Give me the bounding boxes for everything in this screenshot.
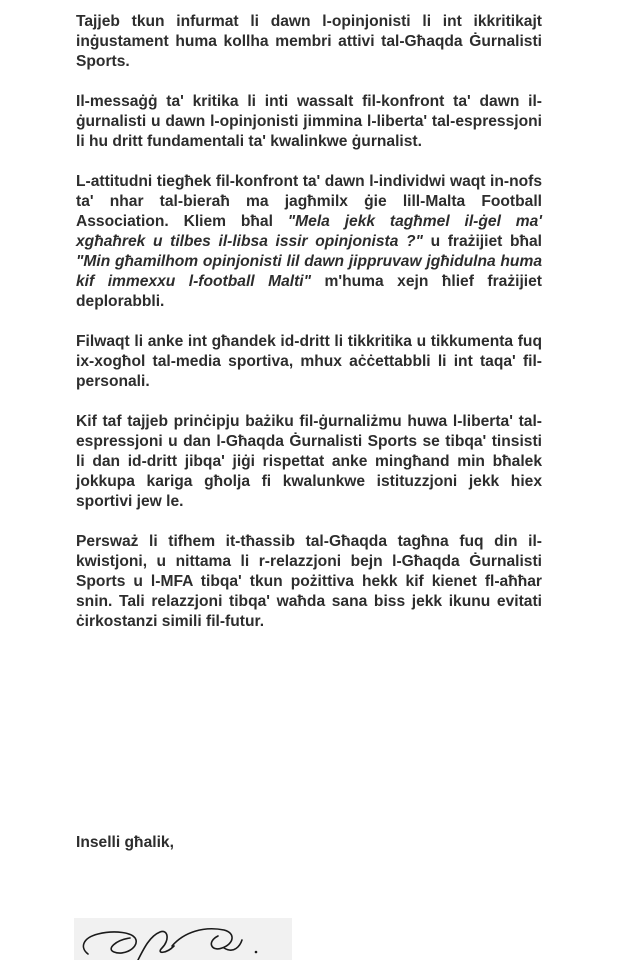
paragraph-1: Tajjeb tkun infurmat li dawn l-opinjonisti li int ikkritikajt inġustament huma kollha membri attivi tal-Għaqda Ġurnalisti Sports. xyxy=(76,13,542,70)
paragraph-5: Kif taf tajjeb prinċipju bażiku fil-ġurnaliżmu huwa l-liberta' tal-espressjoni u dan l-Għaqda Ġurnalisti Sports se tibqa' tinsisti li dan id-dritt jibqa' jiġi rispettat anke mingħand min bħalek jokkupa kariga għolja fi kwalunkwe istituzzjoni jekk hiex sportivi jew le. xyxy=(76,413,542,510)
paragraph-3-text-b: u frażijiet bħal xyxy=(422,233,543,250)
quote-1: "Mela jekk tagħmel il-ġel ma' xgħaħrek u tilbes il-libsa issir opinjonista ?" xyxy=(76,213,542,250)
paragraph-4: Filwaqt li anke int għandek id-dritt li tikkritika u tikkumenta fuq ix-xogħol tal-media sportiva, mhux aċċettabbli li int taqa' fil-personali. xyxy=(76,333,542,390)
quote-2: "Min għamilhom opinjonisti lil dawn jippruvaw jgħidulna huma kif immexxu l-football Malti" xyxy=(76,253,542,290)
paragraph-2: Il-messaġġ ta' kritika li inti wassalt fil-konfront ta' dawn il-ġurnalisti u dawn l-opinjonisti jimmina l-liberta' tal-espressjoni li hu dritt fundamentali ta' kwalinkwe ġurnalist. xyxy=(76,93,542,150)
paragraph-3-text-a: L-attitudni tiegħek fil-konfront ta' dawn l-individwi waqt in-nofs ta' nhar tal-bieraħ ma jagħmilx ġie lill-Malta Football Association. Kliem bħal xyxy=(76,173,542,230)
paragraph-3-text-c: m'huma xejn ħlief frażijiet deplorabbli. xyxy=(76,273,542,310)
paragraph-6: Persważ li tifhem it-tħassib tal-Għaqda tagħna fuq din il-kwistjoni, u nittama li r-relazzjoni bejn l-Għaqda Ġurnalisti Sports u l-MFA tibqa' tkun pożittiva hekk kif kienet fl-aħħar snin. Tali relazzjoni tibqa' waħda sana biss jekk ikunu evitati ċirkostanzi simili fil-futur. xyxy=(76,533,542,630)
closing-salutation: Inselli għalik, xyxy=(76,834,174,851)
signature-icon xyxy=(74,918,292,960)
paragraph-3 xyxy=(76,172,542,312)
letter-body xyxy=(76,12,542,632)
signature-image xyxy=(74,918,292,960)
